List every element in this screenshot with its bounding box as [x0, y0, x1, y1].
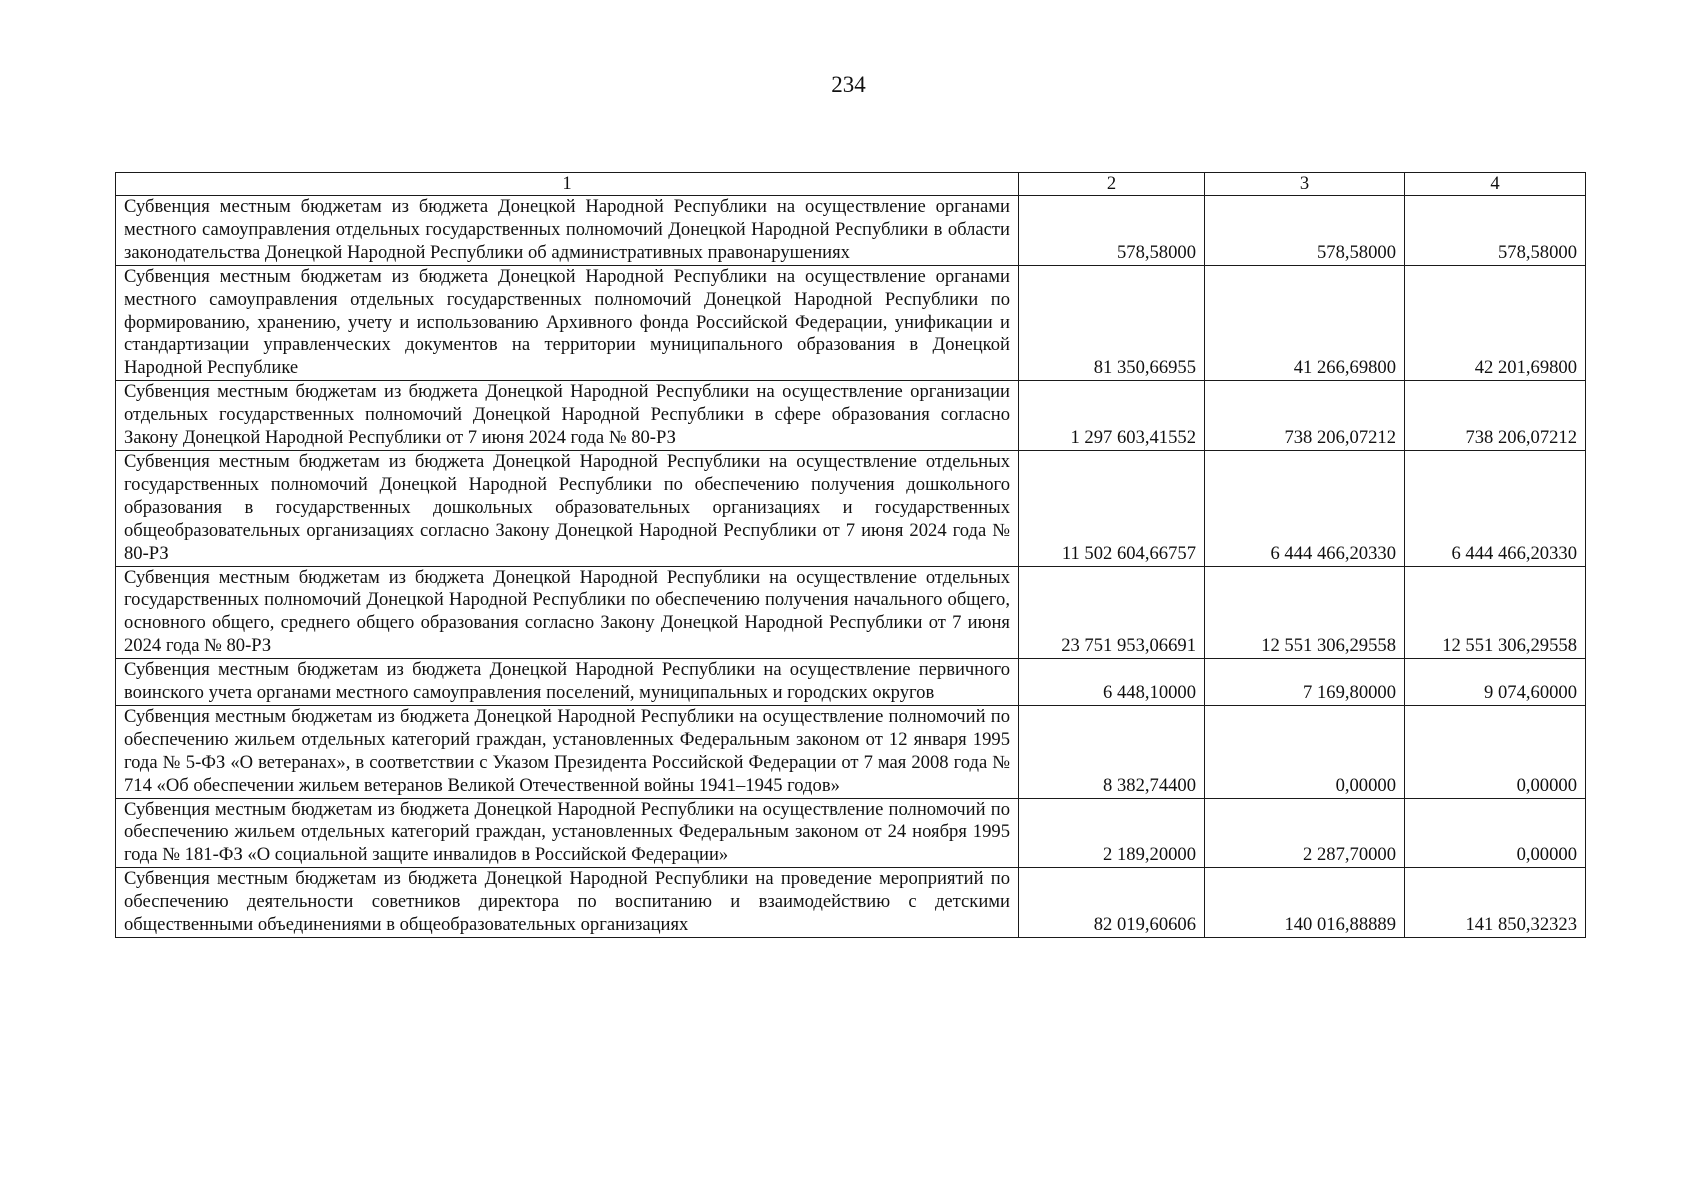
row-description: Субвенция местным бюджетам из бюджета Донецкой Народной Республики на осуществление организации отдельных государственных полномочий Донецкой Народной Республики в сфере образования согласно Закону Донецкой Народной Республики от 7 июня 2024 года № 80-РЗ — [116, 381, 1019, 451]
row-description: Субвенция местным бюджетам из бюджета Донецкой Народной Республики на проведение мероприятий по обеспечению деятельности советников директора по воспитанию и взаимодействию с детскими общественными объединениями в общеобразовательных организациях — [116, 868, 1019, 938]
row-value-col3: 7 169,80000 — [1205, 659, 1405, 706]
row-value-col2: 1 297 603,41552 — [1019, 381, 1205, 451]
row-value-col2: 82 019,60606 — [1019, 868, 1205, 938]
row-value-col4: 0,00000 — [1405, 798, 1586, 868]
row-value-col3: 578,58000 — [1205, 196, 1405, 266]
column-header: 3 — [1205, 173, 1405, 196]
row-description: Субвенция местным бюджетам из бюджета Донецкой Народной Республики на осуществление органами местного самоуправления отдельных государственных полномочий Донецкой Народной Республики по формированию, хранению, учету и использованию Архивного фонда Российской Федерации, унификации и стандартизации управленческих документов на территории муниципального образования в Донецкой Народной Республике — [116, 265, 1019, 381]
row-value-col4: 6 444 466,20330 — [1405, 450, 1586, 566]
table-row — [116, 798, 1586, 868]
row-value-col3: 0,00000 — [1205, 705, 1405, 798]
table-row — [116, 566, 1586, 659]
table-header-row — [116, 173, 1586, 196]
table-row — [116, 659, 1586, 706]
column-header: 4 — [1405, 173, 1586, 196]
row-value-col3: 41 266,69800 — [1205, 265, 1405, 381]
table-row — [116, 381, 1586, 451]
row-value-col2: 11 502 604,66757 — [1019, 450, 1205, 566]
row-value-col2: 2 189,20000 — [1019, 798, 1205, 868]
row-description: Субвенция местным бюджетам из бюджета Донецкой Народной Республики на осуществление отдельных государственных полномочий Донецкой Народной Республики по обеспечению получения дошкольного образования в государственных дошкольных образовательных организациях и государственных общеобразовательных организациях согласно Закону Донецкой Народной Республики от 7 июня 2024 года № 80-РЗ — [116, 450, 1019, 566]
row-value-col4: 0,00000 — [1405, 705, 1586, 798]
row-value-col4: 578,58000 — [1405, 196, 1586, 266]
row-value-col4: 141 850,32323 — [1405, 868, 1586, 938]
row-value-col4: 42 201,69800 — [1405, 265, 1586, 381]
column-header: 1 — [116, 173, 1019, 196]
row-value-col3: 738 206,07212 — [1205, 381, 1405, 451]
row-value-col4: 738 206,07212 — [1405, 381, 1586, 451]
table-row — [116, 196, 1586, 266]
row-value-col2: 81 350,66955 — [1019, 265, 1205, 381]
row-description: Субвенция местным бюджетам из бюджета Донецкой Народной Республики на осуществление отдельных государственных полномочий Донецкой Народной Республики по обеспечению получения начального общего, основного общего, среднего общего образования согласно Закону Донецкой Народной Республики от 7 июня 2024 года № 80-РЗ — [116, 566, 1019, 659]
row-value-col4: 9 074,60000 — [1405, 659, 1586, 706]
row-value-col2: 23 751 953,06691 — [1019, 566, 1205, 659]
budget-table — [115, 172, 1586, 938]
table-row — [116, 705, 1586, 798]
row-description: Субвенция местным бюджетам из бюджета Донецкой Народной Республики на осуществление полномочий по обеспечению жильем отдельных категорий граждан, установленных Федеральным законом от 12 января 1995 года № 5-ФЗ «О ветеранах», в соответствии с Указом Президента Российской Федерации от 7 мая 2008 года № 714 «Об обеспечении жильем ветеранов Великой Отечественной войны 1941–1945 годов» — [116, 705, 1019, 798]
row-value-col3: 140 016,88889 — [1205, 868, 1405, 938]
row-value-col3: 6 444 466,20330 — [1205, 450, 1405, 566]
table-row — [116, 265, 1586, 381]
table-row — [116, 868, 1586, 938]
row-description: Субвенция местным бюджетам из бюджета Донецкой Народной Республики на осуществление полномочий по обеспечению жильем отдельных категорий граждан, установленных Федеральным законом от 24 ноября 1995 года № 181-ФЗ «О социальной защите инвалидов в Российской Федерации» — [116, 798, 1019, 868]
page-number: 234 — [831, 72, 866, 97]
table-row — [116, 450, 1586, 566]
row-value-col3: 2 287,70000 — [1205, 798, 1405, 868]
column-header: 2 — [1019, 173, 1205, 196]
row-description: Субвенция местным бюджетам из бюджета Донецкой Народной Республики на осуществление органами местного самоуправления отдельных государственных полномочий Донецкой Народной Республики в области законодательства Донецкой Народной Республики об административных правонарушениях — [116, 196, 1019, 266]
row-value-col4: 12 551 306,29558 — [1405, 566, 1586, 659]
row-value-col3: 12 551 306,29558 — [1205, 566, 1405, 659]
row-value-col2: 6 448,10000 — [1019, 659, 1205, 706]
row-description: Субвенция местным бюджетам из бюджета Донецкой Народной Республики на осуществление первичного воинского учета органами местного самоуправления поселений, муниципальных и городских округов — [116, 659, 1019, 706]
row-value-col2: 578,58000 — [1019, 196, 1205, 266]
row-value-col2: 8 382,74400 — [1019, 705, 1205, 798]
